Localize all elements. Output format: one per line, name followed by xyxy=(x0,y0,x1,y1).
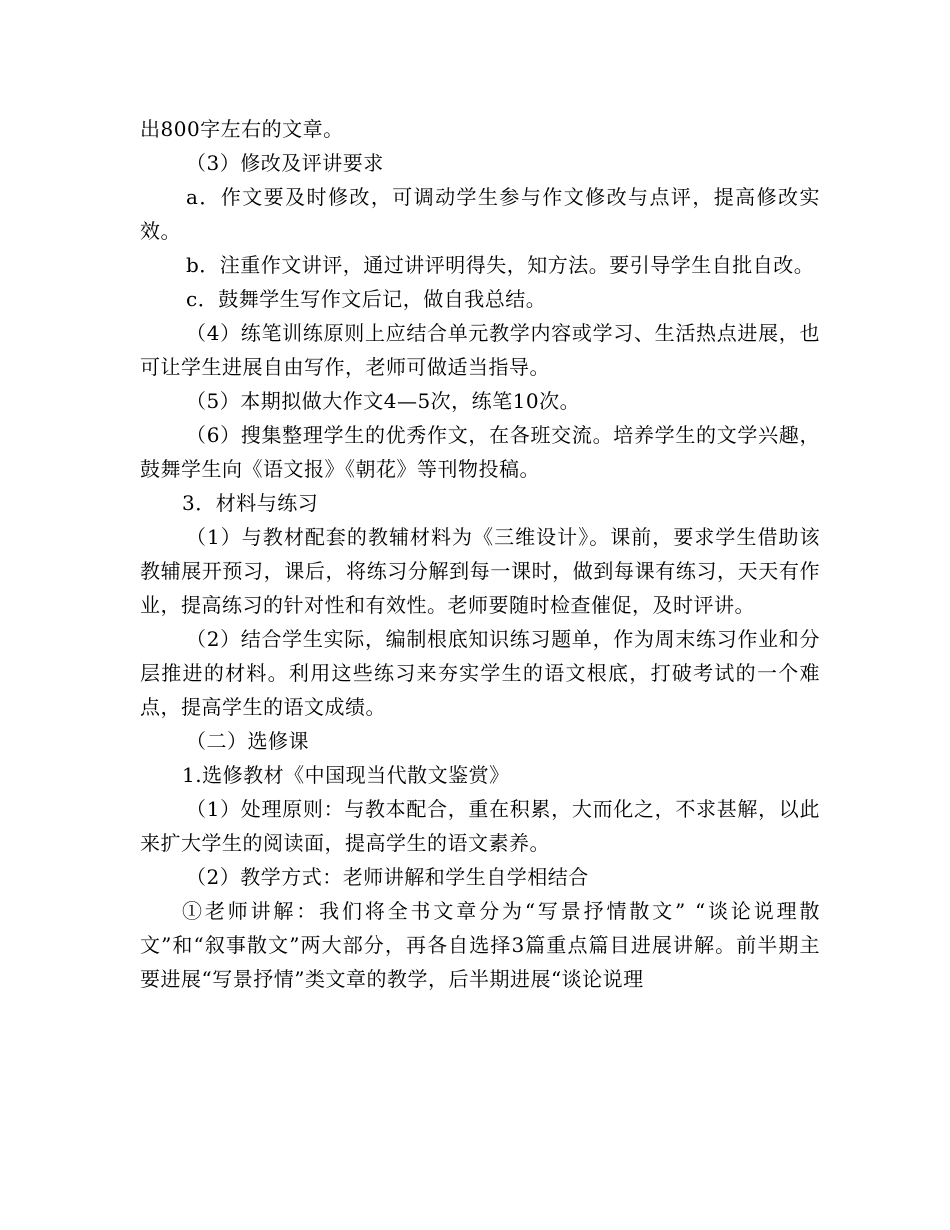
paragraph: ①老师讲解：我们将全书文章分为“写景抒情散文” “谈论说理散文”和“叙事散文”两大部分，再各自选择3篇重点篇目进展讲解。前半期主要进展“写景抒情”类文章的教学，后半期进展“谈论说理 xyxy=(140,899,820,991)
paragraph: （1）与教材配套的教辅材料为《三维设计》。课前，要求学生借助该教辅展开预习，课后，将练习分解到每一课时，做到每课有练习，天天有作业，提高练习的针对性和有效性。老师要随时检查催促，及时评讲。 xyxy=(140,525,820,617)
paragraph: （4）练笔训练原则上应结合单元教学内容或学习、生活热点进展，也可让学生进展自由写作，老师可做适当指导。 xyxy=(140,321,820,379)
paragraph: 出800字左右的文章。 xyxy=(140,117,344,141)
document-body xyxy=(140,112,820,996)
paragraph: （3）修改及评讲要求 xyxy=(186,151,384,175)
paragraph: （2）教学方式：老师讲解和学生自学相结合 xyxy=(186,865,589,889)
paragraph: b．注重作文讲评，通过讲评明得失，知方法。要引导学生自批自改。 xyxy=(186,253,815,277)
paragraph: c．鼓舞学生写作文后记，做自我总结。 xyxy=(186,287,547,311)
section-heading: （二）选修课 xyxy=(186,729,309,753)
paragraph: （6）搜集整理学生的优秀作文，在各班交流。培养学生的文学兴趣，鼓舞学生向《语文报》《朝花》等刊物投稿。 xyxy=(140,423,820,481)
paragraph: （1）处理原则：与教本配合，重在积累，大而化之，不求甚解，以此来扩大学生的阅读面，提高学生的语文素养。 xyxy=(140,797,820,855)
paragraph: （5）本期拟做大作文4—5次，练笔10次。 xyxy=(186,389,581,413)
section-heading: 1.选修教材《中国现当代散文鉴赏》 xyxy=(182,763,510,787)
paragraph: a．作文要及时修改，可调动学生参与作文修改与点评，提高修改实效。 xyxy=(140,185,820,243)
section-heading: 3．材料与练习 xyxy=(182,491,319,515)
paragraph: （2）结合学生实际，编制根底知识练习题单，作为周末练习作业和分层推进的材料。利用这些练习来夯实学生的语文根底，打破考试的一个难点，提高学生的语文成绩。 xyxy=(140,627,820,719)
